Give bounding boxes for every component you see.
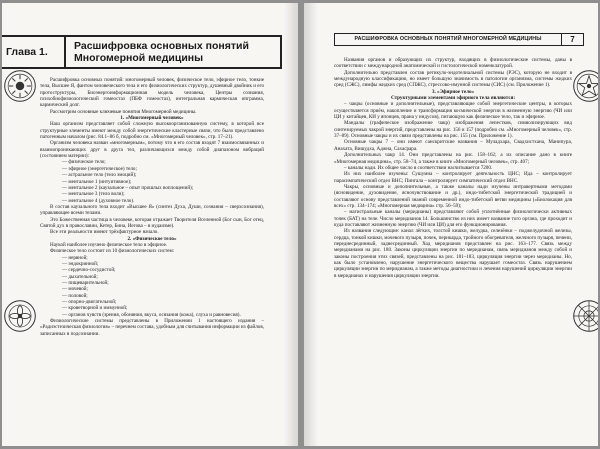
paragraph: – чакры (основные и дополнительные), представляющие собой энергетические центры, в которых осуществляется приём, накопление и трансформация космической энергии в жизненную энергию (ЧИ или ЦИ у китайцев, КИ у японцев, прана у индусов), питающую как физическое тело, так и эфирное. — [334, 101, 572, 121]
list-item: — сердечно-сосудистой; — [62, 267, 116, 274]
paragraph: Это Божественная частица в человеке, которая отражает Творителя Вселенной (Бог сын, Бог отец, Святой дух в православии, Кетер, Бина, Иегова – в иудаизме). — [40, 216, 264, 229]
running-title: РАСШИФРОВКА ОСНОВНЫХ ПОНЯТИЙ МНОГОМЕРНОЙ МЕДИЦИНЫ — [354, 36, 542, 42]
paragraph: В состав каузального тела входит «Высшее Я» (синтез Духа, Души, сознания – сверхсознания), управляющее всеми телами. — [40, 203, 264, 217]
chapter-header — [2, 35, 282, 69]
wheel-rosette-icon — [572, 299, 598, 333]
paragraph: Основные чакры 7 – они имеют санскритские названия – Муладхара, Свадхистхана, Манипура, Анахата, Вишудха, Аджна, Сахасрара. — [334, 139, 572, 152]
paragraph: Физическое тело состоит из 10 физиологических систем: — [50, 248, 175, 255]
list-item: — ментальное 3 (тело воли); — [62, 191, 125, 198]
paragraph: Наукой наиболее изучено физическое тело в эфирное. — [50, 241, 168, 248]
list-item: — физическое тело; — [62, 159, 106, 166]
paragraph: Из них наиболее изучены: Сушумна – контролирует деятельность ЦНС; Ида – контролирует парасимпатический отдел ВНС; Пингала – контролирует симпатический отдел ВНС. — [334, 171, 572, 184]
left-text-column — [40, 77, 264, 337]
section-heading: Структурными элементами эфирного тела являются: — [390, 95, 516, 102]
paragraph: Мандалы (графическое изображение чакр) изображения лепестков, символизирующих вид синтезируемых чакрой энергий, представлены на рис. 156 и 157 (подробно см. «Многомерный человек», стр. 37–89). Основные чакры и их связи представлены на рис. 155 (см. Приложение 1). — [334, 120, 572, 140]
star-rosette-icon — [572, 69, 598, 103]
paragraph: Дополнительных чакр 14. Они представлены на рис. 158–162; а их описание дано в книге «Многомерная медицина», стр. 58–74, а также в книге «Многомерный человек», стр. 407; — [334, 152, 572, 165]
list-item: — нервной; — [62, 254, 88, 261]
page-number: 7 — [561, 34, 583, 45]
gutter-shadow — [304, 3, 318, 446]
list-item: — ментальное 2 (каузальное – опыт прошлых воплощений); — [62, 184, 194, 191]
list-item: — эндокринной; — [62, 260, 99, 267]
paragraph: Рассмотрим основные ключевые понятия Многомерной медицины. — [50, 108, 197, 115]
gutter-shadow — [284, 3, 298, 446]
paragraph: Наш организм представляет собой сложную высокоорганизованную систему, в которой все структурные элементы имеют между собой энергетические кластерные связи, что было представлено патогенным началом (рис. 84.1–86 б, подробно см. «Многомерный человек», стр. 17–21). — [40, 121, 264, 141]
list-item: — ментальное 1 (интуитивное); — [62, 178, 132, 185]
paragraph: Дополнительно представлен состав ретикуло-эндотелиальной системы (РЭС), которую не входит в международную классификацию, но имеет большую значимость в патологии организма, системы жидких сред (СЖС), лимфы жидких сред (СПЖС), стрессово-имунной системы (СИС) (см. Приложение 1). — [334, 69, 572, 89]
section-heading: 1. «Многомерный человек» — [120, 115, 184, 122]
paragraph: Из названия следующие: канал лёгких, толстой кишки, желудка, селезёнки – поджелудочной железы, сердца, тонкой кишки, мочевого пузыря, почек, перикарда, тройного обогревателя, желчного пузыря, печени, переднесрединный, заднесрединный. Ход меридианов представлен на рис. 163–177. Связь между меридианами на рис. 180. Законы циркуляции энергии по меридианам, связь меридианов между собой и законы построения этих связей, представлены на рис. 181–183, циркуляция энергии через меридианы. Но, как было установлено, нарушение энергетического вещества нарушает гомеостаз. Связь нарушением циркуляции энергии по меридианам, а также методы диагностики и лечения нарушений циркуляции энергии в меридианах и нарушения циркуляции энергии. — [334, 228, 572, 279]
paragraph: Организм человека назван «многомерным», потому что в его состав входят 7 взаимосвязанных и взаимопроникающих друг в друга тел, различающихся между собой диапазоном вибраций (состоянием материи): — [40, 140, 264, 160]
list-item: — органов чувств (зрения, обоняния, вкуса, осязания (кожа), слуха и равновесия). — [62, 311, 241, 318]
list-item: — половой; — [62, 292, 88, 299]
paragraph: Названия органов и образующих их структур, входящих в физиологические системы, даны в соответствии с международной анатомической и гистологической номенклатурой. — [334, 57, 572, 70]
lotus-rosette-icon — [3, 299, 37, 333]
left-page — [2, 3, 298, 446]
list-item: — астральное тело (тело эмоций); — [62, 172, 137, 179]
chapter-label: Глава 1. — [2, 35, 64, 69]
running-head — [334, 33, 584, 46]
paragraph: – каналы нади. Их общее число в соответствии насчитывается 7200. — [344, 164, 493, 171]
list-item: — мочевой; — [62, 286, 88, 293]
paragraph: Чакры, основные и дополнительные, а также каналы нади изучены интравертными методами (ясновидение, духовидение, ясночувствование и др.), индо-тибетской энергетической традицией и составляют основу представлений знаний современной индо-тибетской ветви медицины («Биолокация для всех» стр. 134–174; «Многомерная медицина» стр. 56–59); — [334, 183, 572, 209]
list-item: — ментальное 4 (духовное тело). — [62, 197, 135, 204]
section-heading: 2. «Физическое тело» — [127, 235, 177, 242]
paragraph: Расшифровка основных понятий: многомерный человек, физическое тело, эфирное тело, тонкие тела, Высшее Я, фантом человеческого тела и его физиологических структур, душевный двойник и его протоструктуры, Биоэнергоинформационная модель человека, Центры сознания, психобиофизиологический гомеостаз (ПБФ гомеостаз), интегральная кармическая ипграмма, кармический долг. — [40, 77, 264, 109]
list-item: — дыхательной; — [62, 273, 98, 280]
right-text-column — [334, 57, 572, 279]
paragraph: Физиологические системы представлены в Приложении 1 настоящего издания – «Радиэстезическая физиология» – перечнем состава, удобным для считывания информации из файлов, записанных в подсознании. — [40, 318, 264, 337]
right-page — [304, 3, 598, 446]
chapter-title-line: Расшифровка основных понятий — [74, 40, 249, 52]
list-item: — пищеварительной; — [62, 280, 109, 286]
paragraph: – магистральные каналы (меридианы) представляют собой уплотнённые физиологически активных точек (БАТ) на теле. Число меридианов 14. Большинство из них имеет название того органа, где проходит и куда поставляют жизненную энергию (ЧИ или ЦИ) для его функционирования. — [334, 209, 572, 228]
sun-rosette-icon — [3, 69, 37, 103]
chapter-title — [64, 35, 282, 69]
list-item: — кроветворной и иммунной; — [62, 305, 128, 312]
paragraph: Все эти реальности имеют трёхфактурное начало. — [50, 229, 159, 236]
list-item: — эфирное (энергетическое) тело; — [62, 165, 137, 172]
section-heading: 3. «Эфирное тело» — [431, 88, 475, 95]
chapter-title-line: Многомерной медицины — [74, 52, 204, 64]
list-item: — опорно-двигательной; — [62, 299, 117, 306]
